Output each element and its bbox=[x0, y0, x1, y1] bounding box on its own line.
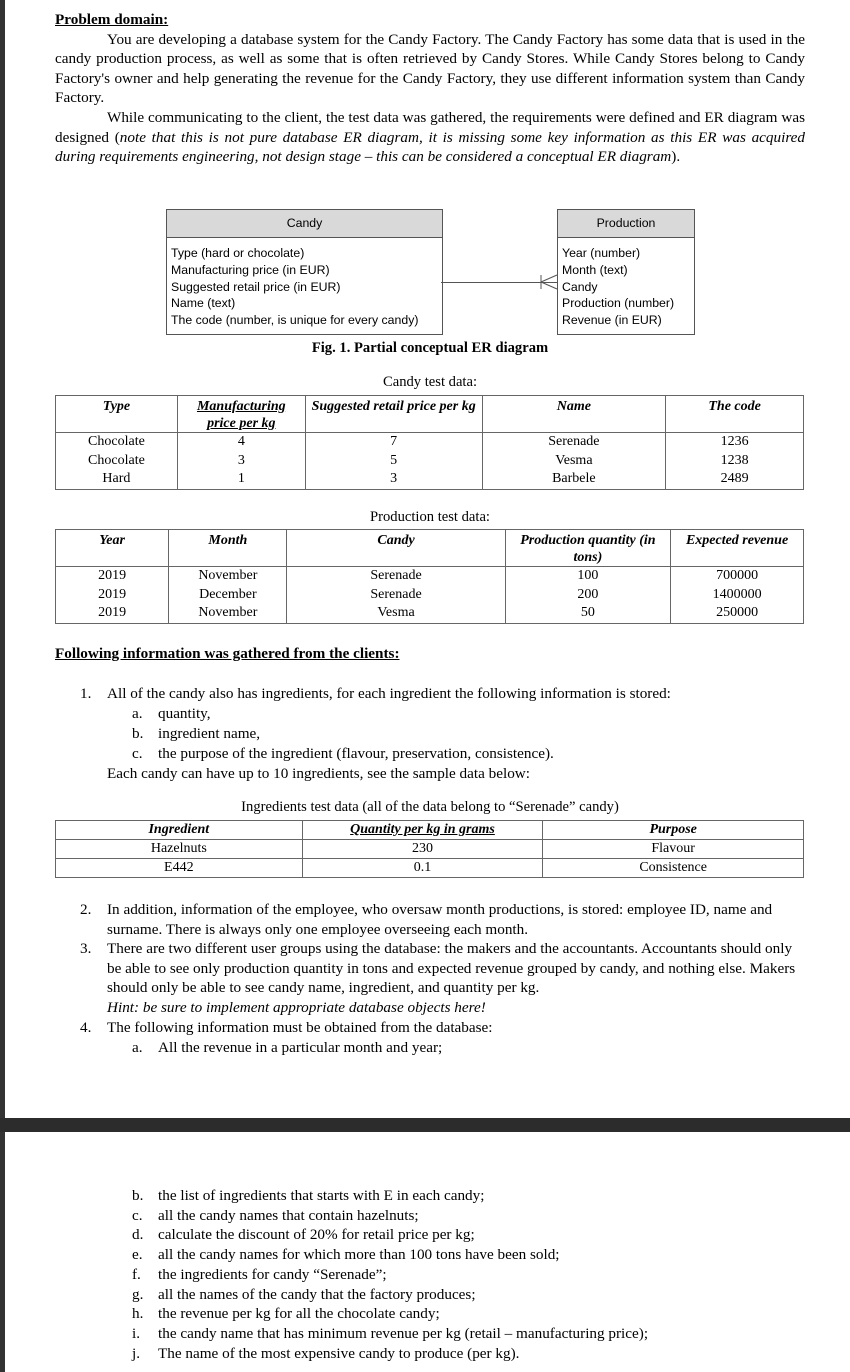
table-cell: 4 3 1 bbox=[177, 433, 305, 490]
production-table bbox=[55, 529, 804, 624]
sub-item-number: a. bbox=[132, 705, 143, 722]
query-list-numbers bbox=[132, 1186, 143, 1363]
intro-section bbox=[55, 10, 805, 167]
er-entity-production bbox=[557, 209, 695, 335]
table-cell: 230 bbox=[302, 840, 543, 859]
query-number: i. bbox=[132, 1324, 141, 1342]
entity-attribute: Production (number) bbox=[562, 296, 675, 311]
item-number: 3. bbox=[80, 940, 92, 957]
query-number: c. bbox=[132, 1206, 143, 1224]
item-number: 1. bbox=[80, 685, 92, 702]
intro-paragraph-2 bbox=[55, 108, 805, 167]
entity-attribute: Candy bbox=[562, 279, 598, 294]
sub-item-text: ingredient name, bbox=[158, 725, 261, 742]
intro-paragraph-1: You are developing a database system for the Candy Factory. The Candy Factory has some data that is used in the candy production process, as well as some that is often retrieved by Candy Stores. While Candy Stores belong to Candy Factory's owner and help generating the revenue for the Candy Factory, they use different information system than Candy Factory. bbox=[55, 30, 805, 107]
item-text-main: There are two different user groups using the database: the makers and the accountants. Accountants should only be able to see only production quantity in tons and expected revenue grouped by candy, and nothing else. Makers should only be able to see candy name, ingredient, and quantity per kg. bbox=[107, 940, 796, 997]
entity-title: Production bbox=[558, 210, 694, 238]
column-header: Purpose bbox=[543, 821, 804, 840]
table-header-row bbox=[56, 396, 804, 433]
entity-attributes bbox=[167, 238, 442, 333]
query-number: b. bbox=[132, 1187, 144, 1204]
page-break bbox=[0, 1118, 850, 1132]
problem-heading: Problem domain: bbox=[55, 11, 169, 28]
sub-item-text: the purpose of the ingredient (flavour, preservation, consistence). bbox=[158, 745, 554, 762]
hint-text: Hint: be sure to implement appropriate database objects here! bbox=[107, 998, 486, 1016]
column-header: Ingredient bbox=[56, 821, 303, 840]
candy-table bbox=[55, 395, 804, 490]
crows-foot-icon bbox=[535, 272, 559, 292]
query-item: all the names of the candy that the factory produces; bbox=[158, 1285, 476, 1303]
table-cell: 700000 1400000 250000 bbox=[671, 567, 804, 624]
ingredients-table-caption: Ingredients test data (all of the data belong to “Serenade” candy) bbox=[241, 799, 619, 815]
query-number: d. bbox=[132, 1226, 144, 1244]
query-item: The name of the most expensive candy to produce (per kg). bbox=[158, 1344, 520, 1362]
sub-item-number: c. bbox=[132, 745, 143, 762]
table-cell: 100 200 50 bbox=[505, 567, 671, 624]
table-cell: 0.1 bbox=[302, 859, 543, 878]
ingredients-table bbox=[55, 820, 804, 878]
production-table-caption: Production test data: bbox=[370, 509, 490, 525]
column-header: Candy bbox=[287, 530, 505, 567]
table-cell: 1236 1238 2489 bbox=[666, 433, 804, 490]
table-cell: E442 bbox=[56, 859, 303, 878]
item-after-text: Each candy can have up to 10 ingredients, see the sample data below: bbox=[107, 765, 530, 782]
query-number: h. bbox=[132, 1305, 144, 1323]
item-text: In addition, information of the employee, who oversaw month productions, is stored: employee ID, name and surname. There is always only one employee overseeing each month. bbox=[107, 901, 773, 938]
table-header-row bbox=[56, 530, 804, 567]
query-item: the revenue per kg for all the chocolate candy; bbox=[158, 1305, 440, 1323]
query-item: all the candy names that contain hazelnuts; bbox=[158, 1206, 419, 1224]
figure-caption: Fig. 1. Partial conceptual ER diagram bbox=[311, 340, 549, 356]
query-number: f. bbox=[132, 1265, 141, 1283]
query-list-texts bbox=[158, 1186, 648, 1363]
entity-attribute: Suggested retail price (in EUR) bbox=[171, 279, 341, 294]
table-cell: November December November bbox=[169, 567, 287, 624]
table-cell: Serenade Serenade Vesma bbox=[287, 567, 505, 624]
column-header: Suggested retail price per kg bbox=[305, 396, 482, 433]
entity-attributes bbox=[558, 238, 694, 333]
column-header: Name bbox=[482, 396, 666, 433]
entity-attribute: Name (text) bbox=[171, 296, 236, 311]
query-number: e. bbox=[132, 1246, 143, 1264]
column-header: Type bbox=[56, 396, 178, 433]
er-entity-candy bbox=[166, 209, 443, 335]
table-cell: Chocolate Chocolate Hard bbox=[56, 433, 178, 490]
table-row bbox=[56, 840, 804, 859]
sub-item-text: quantity, bbox=[158, 705, 211, 722]
candy-table-caption: Candy test data: bbox=[382, 374, 478, 390]
intro-p2-start: While communicating to the client, the test data was gathered, the requirements were defined and ER diagram was designed ( bbox=[55, 108, 805, 146]
column-header: Quantity per kg in grams bbox=[302, 821, 543, 840]
entity-attribute: Year (number) bbox=[562, 246, 641, 260]
table-cell: Hazelnuts bbox=[56, 840, 303, 859]
table-header-row bbox=[56, 821, 804, 840]
entity-attribute: The code (number, is unique for every candy) bbox=[171, 313, 419, 328]
table-row bbox=[56, 859, 804, 878]
table-cell: 2019 2019 2019 bbox=[56, 567, 169, 624]
entity-attribute: Revenue (in EUR) bbox=[562, 313, 662, 328]
table-row bbox=[56, 433, 804, 490]
table-cell: 7 5 3 bbox=[305, 433, 482, 490]
item-text: All of the candy also has ingredients, for each ingredient the following information is stored: bbox=[107, 685, 671, 702]
item-number: 2. bbox=[80, 901, 92, 918]
table-cell: Serenade Vesma Barbele bbox=[482, 433, 666, 490]
item-number: 4. bbox=[80, 1019, 92, 1036]
query-item: the list of ingredients that starts with E in each candy; bbox=[158, 1187, 485, 1204]
item-text: The following information must be obtained from the database: bbox=[107, 1019, 493, 1036]
column-header: Manufacturing price per kg bbox=[177, 396, 305, 433]
query-item: the candy name that has minimum revenue per kg (retail – manufacturing price); bbox=[158, 1324, 649, 1342]
query-item: calculate the discount of 20% for retail price per kg; bbox=[158, 1226, 475, 1244]
column-header: Production quantity (in tons) bbox=[505, 530, 671, 567]
query-item: all the candy names for which more than 100 tons have been sold; bbox=[158, 1246, 560, 1264]
sub-item-number: a. bbox=[132, 1039, 143, 1056]
query-number: g. bbox=[132, 1285, 144, 1303]
item-text bbox=[107, 939, 807, 1017]
column-header: Expected revenue bbox=[671, 530, 804, 567]
query-number: j. bbox=[132, 1344, 141, 1362]
table-cell: Consistence bbox=[543, 859, 804, 878]
gathered-heading: Following information was gathered from the clients: bbox=[55, 645, 400, 662]
sub-item-text: All the revenue in a particular month and year; bbox=[158, 1039, 443, 1056]
entity-attribute: Type (hard or chocolate) bbox=[171, 246, 305, 260]
intro-p2-italic: note that this is not pure database ER diagram, it is missing some key information as this ER was acquired during requirements engineering, not design stage – this can be considered a conceptual ER diagram bbox=[55, 128, 805, 166]
sub-item-number: b. bbox=[132, 725, 144, 742]
table-row bbox=[56, 567, 804, 624]
page-left-border bbox=[0, 0, 5, 1372]
query-item: the ingredients for candy “Serenade”; bbox=[158, 1265, 387, 1283]
table-cell: Flavour bbox=[543, 840, 804, 859]
column-header: Month bbox=[169, 530, 287, 567]
intro-p2-end: ). bbox=[671, 148, 681, 166]
entity-attribute: Manufacturing price (in EUR) bbox=[171, 262, 330, 277]
entity-title: Candy bbox=[167, 210, 442, 238]
entity-attribute: Month (text) bbox=[562, 262, 628, 277]
column-header: Year bbox=[56, 530, 169, 567]
column-header: The code bbox=[666, 396, 804, 433]
